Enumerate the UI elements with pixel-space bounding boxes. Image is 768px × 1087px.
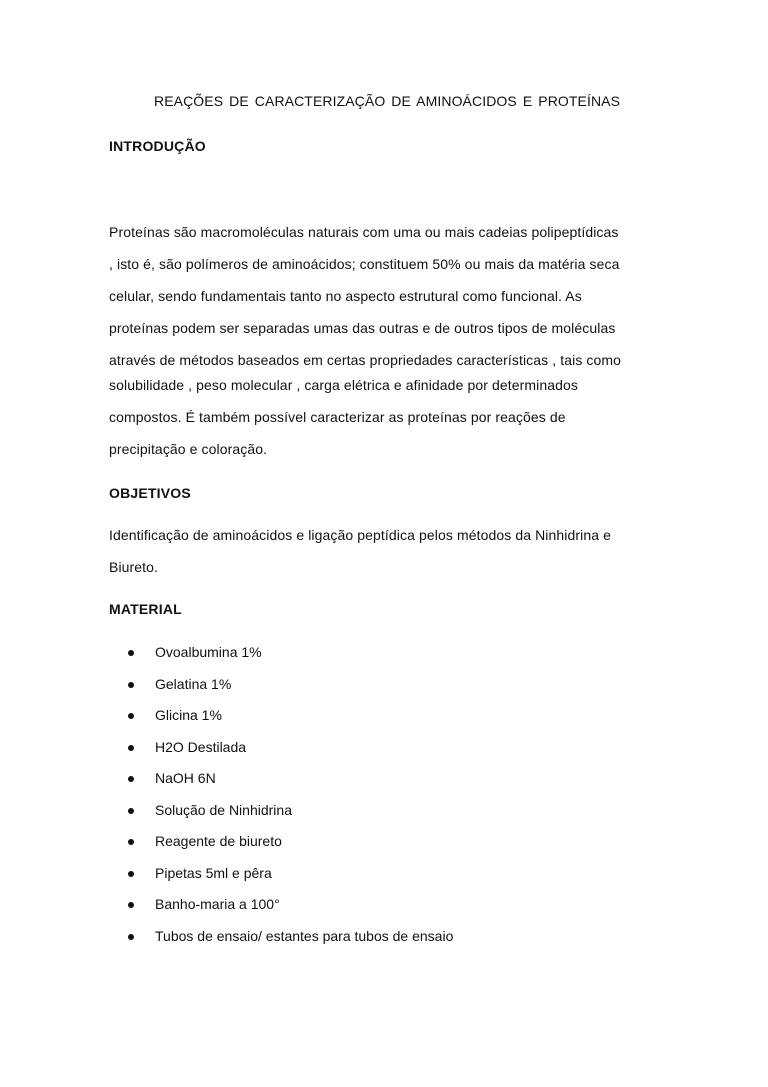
paragraph-line: precipitação e coloração. (109, 441, 268, 457)
list-item-label: H2O Destilada (155, 738, 247, 755)
list-item-label: Ovoalbumina 1% (155, 644, 262, 660)
heading-material: MATERIAL (109, 601, 182, 617)
list-item-label: Solução de Ninhidrina (155, 801, 292, 818)
paragraph-line: compostos. É também possível caracterizar as proteínas por reações de (109, 409, 566, 425)
paragraph-line: Identificação de aminoácidos e ligação peptídica pelos métodos da Ninhidrina e (109, 527, 612, 543)
paragraph-line: proteínas podem ser separadas umas das outras e de outros tipos de moléculas (109, 320, 616, 336)
bullet-icon (128, 745, 134, 751)
list-item-label: Glicina 1% (155, 707, 222, 723)
bullet-icon (128, 682, 134, 688)
list-item-label: Gelatina 1% (155, 675, 232, 692)
bullet-icon (128, 839, 134, 845)
list-item (128, 707, 453, 739)
list-item (128, 833, 453, 865)
paragraph-line: Proteínas são macromoléculas naturais com uma ou mais cadeias polipeptídicas (109, 224, 619, 240)
list-item-label: Reagente de biureto (155, 833, 282, 849)
bullet-icon (128, 871, 134, 877)
material-list (128, 644, 453, 959)
list-item (128, 644, 453, 676)
list-item-label: Banho-maria a 100° (155, 896, 280, 912)
paragraph-line: através de métodos baseados em certas propriedades características , tais como (109, 352, 622, 368)
list-item (128, 896, 453, 928)
list-item (128, 770, 453, 802)
list-item (128, 865, 453, 897)
paragraph-line: celular, sendo fundamentais tanto no aspecto estrutural como funcional. As (109, 288, 582, 304)
heading-objetivos: OBJETIVOS (109, 485, 191, 501)
heading-introducao: INTRODUÇÃO (109, 138, 206, 154)
list-item-label: Pipetas 5ml e pêra (155, 864, 272, 881)
bullet-icon (128, 902, 134, 908)
list-item (128, 802, 453, 834)
paragraph-line: , isto é, são polímeros de aminoácidos; constituem 50% ou mais da matéria seca (109, 256, 620, 272)
list-item (128, 739, 453, 771)
paragraph-line: solubilidade , peso molecular , carga elétrica e afinidade por determinados (109, 377, 578, 393)
list-item-label: Tubos de ensaio/ estantes para tubos de ensaio (155, 927, 454, 944)
list-item (128, 676, 453, 708)
bullet-icon (128, 650, 134, 656)
list-item-label: NaOH 6N (155, 770, 216, 786)
list-item (128, 928, 453, 960)
bullet-icon (128, 776, 134, 782)
document-title: REAÇÕES DE CARACTERIZAÇÃO DE AMINOÁCIDOS E PROTEÍNAS (154, 93, 621, 109)
bullet-icon (128, 934, 134, 940)
bullet-icon (128, 713, 134, 719)
paragraph-line: Biureto. (109, 559, 159, 575)
bullet-icon (128, 808, 134, 814)
